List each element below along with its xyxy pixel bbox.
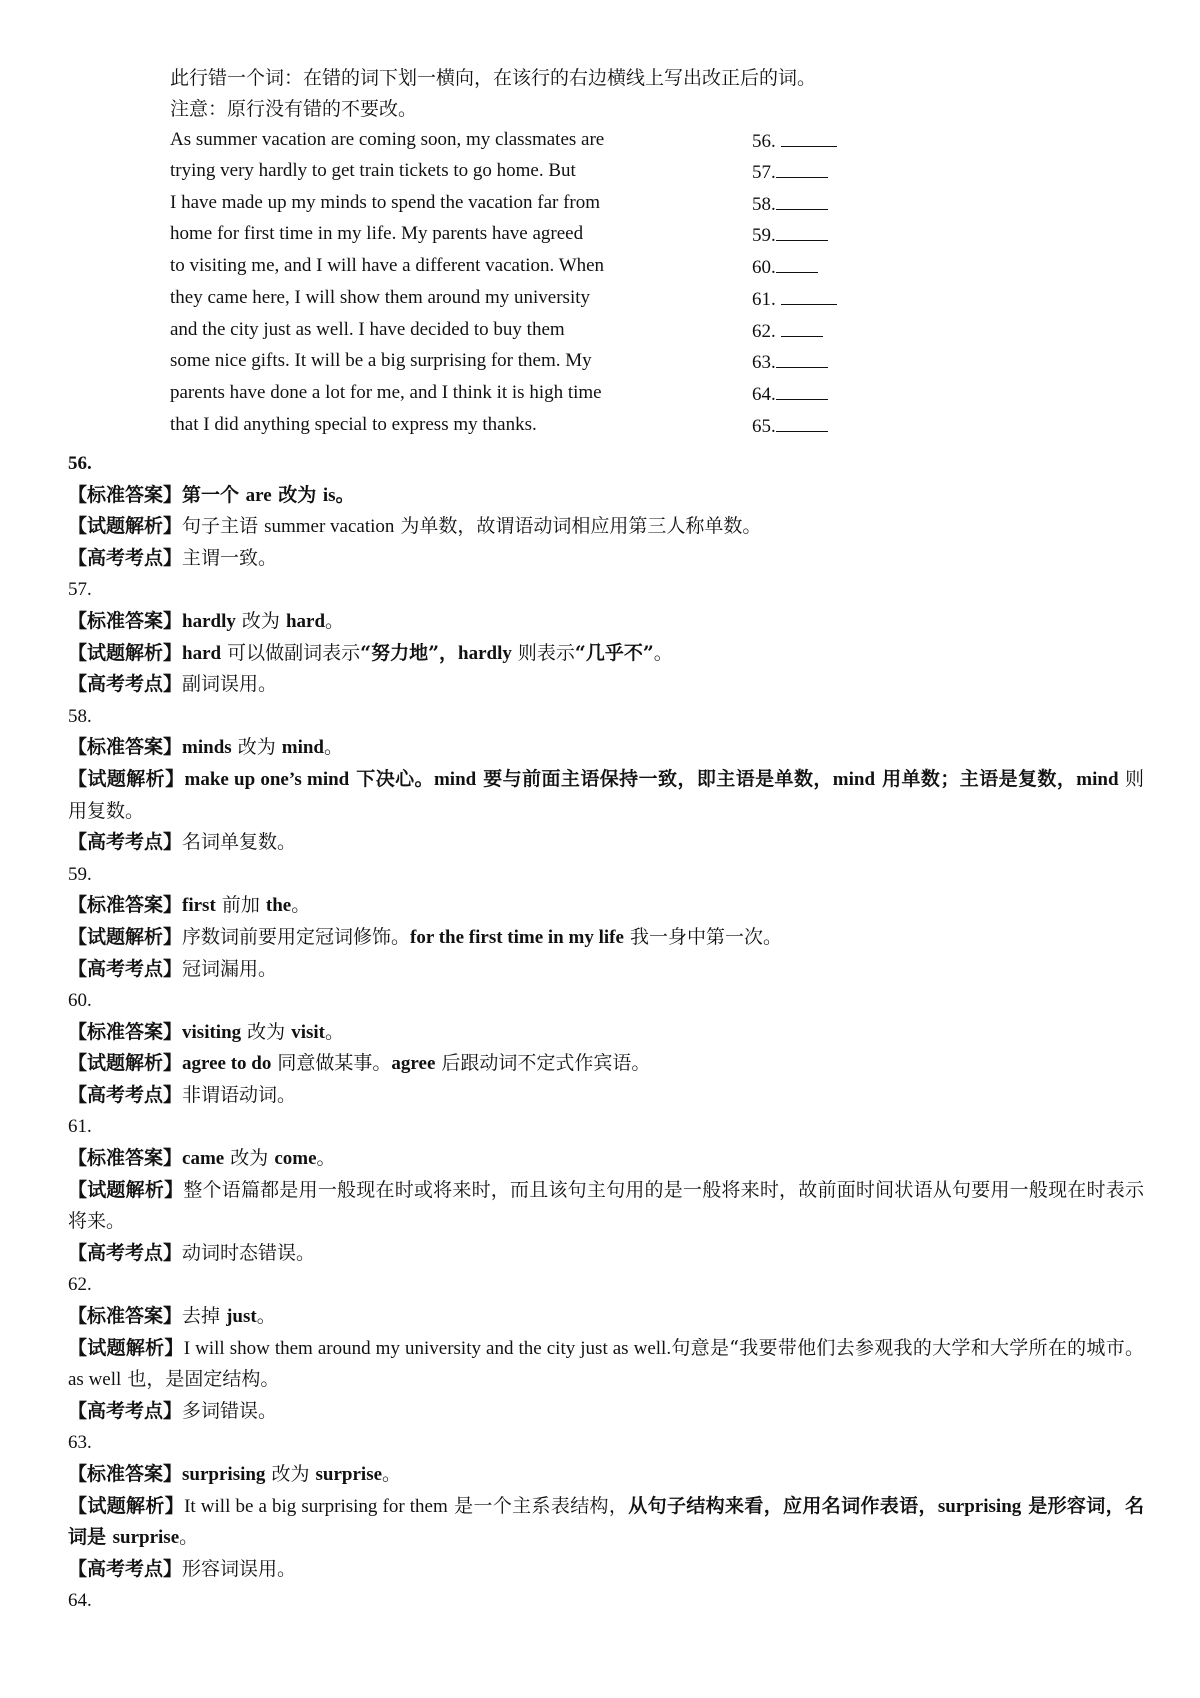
analysis-label: 【试题解析】	[68, 925, 183, 948]
blank-number: 61.	[752, 289, 781, 310]
text-segment: 。	[324, 736, 344, 759]
text-segment: 。	[335, 483, 355, 506]
blank-underline	[776, 381, 828, 400]
standard-answer-label: 【标准答案】	[68, 1463, 183, 1485]
text-segment: 改为	[231, 736, 282, 759]
question-number: 58.	[68, 705, 92, 727]
passage-line: some nice gifts. It will be a big surprising for them. My	[170, 350, 592, 371]
text-segment: 名词单复数。	[182, 831, 297, 854]
text-segment: hard	[285, 610, 326, 632]
standard-answer-label: 【标准答案】	[68, 1147, 183, 1170]
text-segment: hardly	[182, 610, 236, 632]
blank-underline	[781, 318, 823, 337]
text-segment: summer vacation	[264, 516, 395, 538]
answer-blank	[752, 381, 828, 407]
answer-blank	[752, 159, 828, 185]
instruction-line-2: 注意：原行没有错的不要改。	[170, 98, 418, 120]
answer-blank	[752, 191, 828, 217]
question-number: 64.	[68, 1590, 92, 1612]
blank-number: 63.	[752, 352, 776, 373]
text-segment: 主谓一致。	[182, 546, 278, 569]
text-segment: 改为	[241, 1020, 292, 1043]
text-segment: visit	[291, 1021, 326, 1043]
text-segment: mind	[281, 737, 324, 759]
text-segment: visiting	[182, 1021, 242, 1043]
standard-answer-row	[68, 890, 1144, 922]
answer-item	[68, 1585, 1144, 1617]
standard-answer-row	[68, 480, 1144, 512]
blank-number: 57.	[752, 162, 776, 183]
text-segment: 第一个	[182, 483, 246, 506]
analysis-label: 【试题解析】	[68, 1336, 184, 1359]
answer-blank	[752, 286, 837, 312]
text-segment: 。	[179, 1526, 199, 1549]
text-segment: surprise	[112, 1527, 180, 1549]
text-segment: 。	[382, 1463, 402, 1485]
text-segment: 序数词前要用定冠词修饰。	[182, 925, 411, 948]
analysis-row	[68, 1048, 1144, 1080]
passage-line: they came here, I will show them around my university	[170, 287, 591, 308]
question-number: 56.	[68, 453, 92, 474]
answer-blank	[752, 349, 828, 375]
text-segment: is	[322, 484, 336, 506]
answer-item	[68, 985, 1144, 1111]
answer-item	[68, 448, 1144, 574]
exam-point-row	[68, 1554, 1144, 1586]
text-segment: 改为	[265, 1463, 316, 1485]
text-segment: 。	[291, 894, 311, 917]
exam-point-label: 【高考考点】	[68, 1399, 183, 1422]
text-segment: 动词时态错误。	[182, 1241, 316, 1264]
exam-point-row	[68, 1238, 1144, 1270]
exam-point-row	[68, 954, 1144, 986]
text-segment: just	[226, 1306, 257, 1328]
text-segment: “几乎不”	[574, 641, 654, 664]
answer-blank	[752, 254, 818, 280]
text-segment: 从句子结构来看，应用名词作表语，	[628, 1494, 938, 1517]
analysis-label: 【试题解析】	[68, 641, 183, 664]
analysis-label: 【试题解析】	[68, 1494, 185, 1517]
analysis-row	[68, 764, 1144, 827]
text-segment: 非谓语动词。	[182, 1083, 297, 1106]
text-segment: first	[182, 895, 216, 917]
text-segment: mind	[832, 768, 876, 790]
answer-blank	[752, 222, 828, 248]
text-segment: 同意做某事。	[271, 1052, 392, 1075]
text-segment: for the first time in my life	[410, 926, 624, 948]
text-segment: 去掉	[182, 1305, 227, 1328]
exam-point-label: 【高考考点】	[68, 1241, 183, 1264]
text-segment: 。	[653, 641, 673, 664]
standard-answer-label: 【标准答案】	[68, 483, 183, 506]
analysis-row	[68, 1491, 1144, 1554]
text-segment: 改为	[271, 483, 323, 506]
answer-blank	[752, 413, 828, 439]
analysis-row	[68, 922, 1144, 954]
answer-item	[68, 1427, 1144, 1585]
answer-item	[68, 859, 1144, 985]
standard-answer-row	[68, 732, 1144, 764]
exam-point-row	[68, 543, 1144, 575]
standard-answer-row	[68, 1017, 1144, 1049]
analysis-label: 【试题解析】	[68, 1052, 183, 1075]
exam-point-row	[68, 1080, 1144, 1112]
standard-answer-label: 【标准答案】	[68, 1305, 183, 1328]
text-segment: 后跟动词不定式作宾语。	[435, 1052, 651, 1075]
text-segment: make up one’s mind	[184, 768, 350, 790]
blank-underline	[776, 349, 828, 368]
text-segment: agree to do	[182, 1053, 272, 1075]
text-segment: mind	[1076, 768, 1119, 790]
blank-number: 65.	[752, 416, 776, 437]
exam-point-label: 【高考考点】	[68, 1083, 183, 1106]
blank-underline	[776, 254, 818, 273]
text-segment: 为单数，故谓语动词相应用第三人称单数。	[394, 515, 762, 538]
exam-point-row	[68, 1396, 1144, 1428]
blank-underline	[776, 159, 828, 178]
blank-underline	[776, 413, 828, 432]
analysis-label: 【试题解析】	[68, 515, 183, 538]
text-segment: agree	[391, 1053, 436, 1075]
blank-underline	[776, 222, 828, 241]
instruction-line-1: 此行错一个词：在错的词下划一横向，在该行的右边横线上写出改正后的词。	[170, 67, 817, 89]
text-segment: hardly	[458, 642, 512, 664]
exam-point-row	[68, 669, 1144, 701]
text-segment: 也，是固定结构。	[121, 1368, 280, 1391]
question-number: 59.	[68, 863, 92, 885]
text-segment: 则用复数。	[68, 767, 1144, 822]
passage-line: to visiting me, and I will have a different vacation. When	[170, 255, 605, 276]
text-segment: 形容词误用。	[182, 1557, 297, 1580]
passage-line: parents have done a lot for me, and I think it is high time	[170, 382, 602, 403]
standard-answer-label: 【标准答案】	[68, 609, 183, 632]
text-segment: surprise	[315, 1464, 383, 1485]
blank-underline	[776, 191, 828, 210]
text-segment: 。	[325, 609, 345, 632]
passage-line: trying very hardly to get train tickets to go home. But	[170, 160, 576, 181]
text-segment: 可以做副词表示	[221, 641, 361, 664]
text-segment: 则表示	[511, 641, 575, 664]
standard-answer-label: 【标准答案】	[68, 736, 183, 759]
passage-line: As summer vacation are coming soon, my classmates are	[170, 129, 605, 150]
text-segment: “努力地”，	[360, 641, 458, 664]
standard-answer-row	[68, 606, 1144, 638]
analysis-label: 【试题解析】	[68, 1178, 184, 1201]
standard-answer-row	[68, 1459, 1144, 1491]
answer-blank	[752, 318, 823, 344]
analysis-row	[68, 511, 1144, 543]
text-segment: mind	[433, 768, 477, 790]
answer-section	[68, 448, 1144, 1617]
answer-item	[68, 1111, 1144, 1269]
exam-point-row	[68, 827, 1144, 859]
question-number: 57.	[68, 579, 92, 601]
blank-number: 58.	[752, 194, 776, 215]
text-segment: 我一身中第一次。	[623, 925, 782, 948]
text-segment: came	[182, 1148, 225, 1170]
text-segment: surprising	[182, 1464, 266, 1485]
text-segment: come	[274, 1148, 317, 1170]
passage-line: that I did anything special to express my thanks.	[170, 414, 537, 435]
answer-item	[68, 1269, 1144, 1427]
text-segment: 是一个主系表结构，	[447, 1494, 629, 1517]
text-segment: It will be a big surprising for them	[184, 1495, 448, 1517]
question-number: 61.	[68, 1116, 92, 1138]
question-number: 60.	[68, 990, 92, 1012]
text-segment: 是形容词，名词是	[68, 1494, 1144, 1549]
answer-item	[68, 701, 1144, 859]
text-segment: are	[245, 484, 272, 506]
standard-answer-row	[68, 1143, 1144, 1175]
text-segment: 整个语篇都是用一般现在时或将来时，而且该句主句用的是一般将来时，故前面时间状语从句要用一般现在时表示将来。	[68, 1178, 1144, 1233]
analysis-row	[68, 1333, 1144, 1396]
analysis-label: 【试题解析】	[68, 767, 185, 790]
text-segment: 。	[325, 1020, 345, 1043]
text-segment: 要与前面主语保持一致，即主语是单数，	[476, 767, 833, 790]
text-segment: hard	[182, 642, 222, 664]
standard-answer-label: 【标准答案】	[68, 894, 183, 917]
question-number: 63.	[68, 1432, 92, 1454]
text-segment: I will show them around my university and the city just as well.	[183, 1337, 672, 1359]
passage-line: I have made up my minds to spend the vacation far from	[170, 192, 601, 213]
question-number: 62.	[68, 1274, 92, 1296]
exam-point-label: 【高考考点】	[68, 673, 183, 696]
text-segment: 多词错误。	[182, 1399, 278, 1422]
blank-number: 56.	[752, 131, 781, 152]
standard-answer-label: 【标准答案】	[68, 1020, 183, 1043]
passage-line: home for first time in my life. My parents have agreed	[170, 223, 584, 244]
answer-blank	[752, 128, 837, 154]
standard-answer-row	[68, 1301, 1144, 1333]
blank-underline	[781, 286, 837, 305]
passage-line: and the city just as well. I have decided to buy them	[170, 319, 565, 340]
analysis-row	[68, 1175, 1144, 1238]
blank-number: 60.	[752, 257, 776, 278]
text-segment: 改为	[235, 609, 286, 632]
text-segment: 下决心。	[349, 767, 434, 790]
text-segment: the	[265, 895, 292, 917]
analysis-row	[68, 638, 1144, 670]
text-segment: 用单数；主语是复数，	[875, 767, 1077, 790]
blank-number: 59.	[752, 225, 776, 246]
text-segment: surprising	[937, 1495, 1022, 1517]
blank-number: 64.	[752, 384, 776, 405]
blank-underline	[781, 128, 837, 147]
text-segment: 。	[316, 1147, 336, 1170]
blank-number: 62.	[752, 321, 781, 342]
text-segment: minds	[182, 737, 232, 759]
text-segment: 冠词漏用。	[182, 957, 278, 980]
exam-point-label: 【高考考点】	[68, 831, 183, 854]
exam-point-label: 【高考考点】	[68, 1557, 183, 1580]
text-segment: 前加	[215, 894, 266, 917]
text-segment: as well	[68, 1369, 122, 1391]
answer-item	[68, 574, 1144, 700]
text-segment: 。	[256, 1305, 276, 1328]
text-segment: 句意是“我要带他们去参观我的大学和大学所在的城市。	[671, 1336, 1144, 1359]
text-segment: 副词误用。	[182, 673, 278, 696]
exam-point-label: 【高考考点】	[68, 546, 183, 569]
text-segment: 句子主语	[182, 515, 265, 538]
text-segment: 改为	[224, 1147, 275, 1170]
exam-point-label: 【高考考点】	[68, 957, 183, 980]
